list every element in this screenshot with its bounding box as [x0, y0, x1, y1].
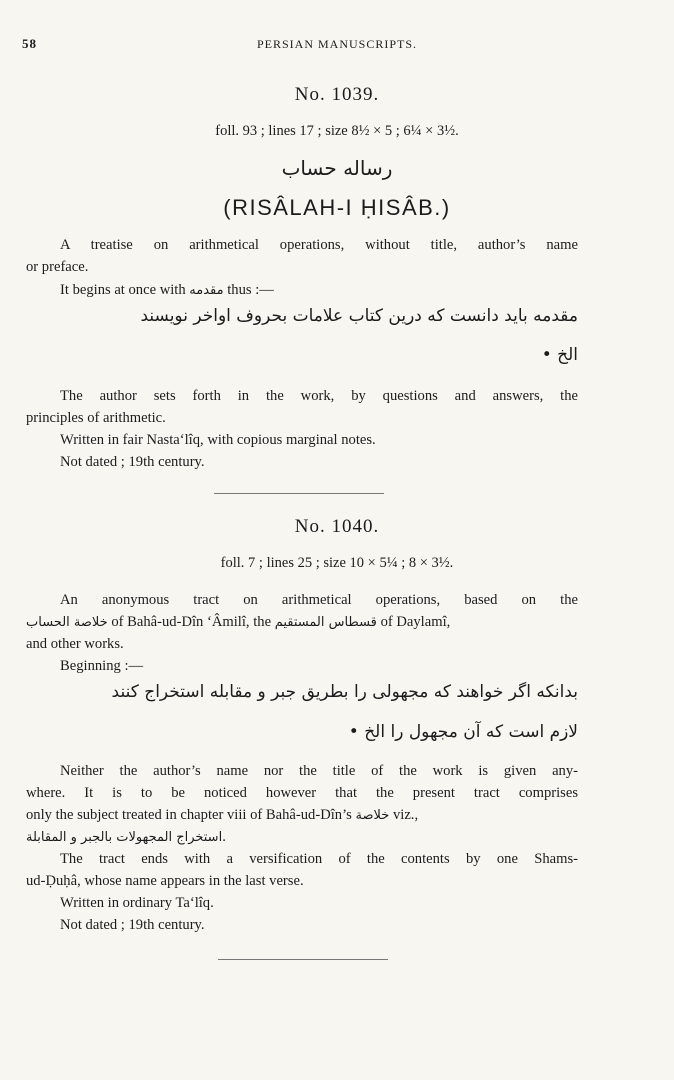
entry-1039-incipit-line2: الخ • — [541, 345, 578, 365]
chapter-title-persian: استخراج المجهولات بالجبر و المقابلة — [26, 830, 223, 845]
entry-1040-p3-line1: The tract ends with a versification of the contents by one Shams- — [60, 851, 578, 867]
entry-1039-latin-title: (RISÂLAH-I ḤISÂB.) — [223, 195, 451, 220]
begins-persian-word: مقدمه — [189, 283, 224, 298]
entry-1040-p1-line1: An anonymous tract on arithmetical operations, based on the — [60, 592, 578, 608]
page-header — [22, 36, 652, 54]
entry-1040-p2-line3 — [26, 804, 578, 827]
entry-1040-p2-line4: استخراج المجهولات بالجبر و المقابلة. — [26, 829, 226, 845]
entry-1039-p1-line1: A treatise on arithmetical operations, without title, author’s name — [60, 237, 578, 253]
entry-1040-incipit-line2: لازم است که آن مجهول را الخ • — [348, 722, 578, 742]
work-title-khulasat: خلاصة الحساب — [26, 615, 108, 630]
entry-number-1039: No. 1039. — [294, 84, 380, 105]
entry-1040-date-note: Not dated ; 19th century. — [60, 917, 205, 933]
entry-1039-p1-line2: or preface. — [26, 259, 89, 275]
entry-1039-collation: foll. 93 ; lines 17 ; size 8½ × 5 ; 6¼ × 3½. — [215, 123, 459, 139]
work-title-qistas: قسطاس المستقيم — [274, 615, 377, 630]
end-divider — [218, 959, 388, 960]
entry-1040-incipit-line1: بدانکه اگر خواهند که مجهولی را بطریق جبر و مقابله استخراج کنند — [111, 682, 578, 702]
begins-text-a: It begins at once with — [60, 282, 186, 298]
entry-1040-p3-line2: ud-Ḍuḥâ, whose name appears in the last verse. — [26, 873, 304, 889]
work-title-khulasa: خلاصة — [355, 808, 390, 823]
entry-1039-persian-title: رساله حساب — [281, 156, 393, 180]
entry-1039-incipit-line1: مقدمه باید دانست که درین کتاب علامات بحروف اواخر نویسند — [140, 306, 578, 326]
running-title: PERSIAN MANUSCRIPTS. — [256, 37, 418, 51]
entry-1040-beginning-label: Beginning :— — [60, 658, 144, 674]
entry-1040-collation: foll. 7 ; lines 25 ; size 10 × 5¼ ; 8 × 3½. — [220, 555, 454, 571]
entry-1040-p1-line2-b: of Daylamî, — [380, 614, 451, 630]
entry-1040-p1-line3: and other works. — [26, 636, 124, 652]
entry-1040-p2-line3-a: only the subject treated in chapter viii of Bahâ-ud-Dîn’s — [26, 807, 352, 823]
entry-1039-begins-line — [60, 279, 578, 302]
entry-1039-p2-line1: The author sets forth in the work, by questions and answers, the — [60, 388, 578, 404]
entry-1040-p1-line2-a: of Bahâ-ud-Dîn ‘Âmilî, the — [111, 614, 272, 630]
entry-1039-p2-line2: principles of arithmetic. — [26, 410, 166, 426]
section-divider — [214, 493, 384, 494]
entry-1040-p1-line2 — [26, 611, 578, 634]
entry-1040-p2-line1: Neither the author’s name nor the title of the work is given any- — [60, 763, 578, 779]
entry-1039-date-note: Not dated ; 19th century. — [60, 454, 205, 470]
page-number: 58 — [22, 36, 37, 51]
entry-1040-p2-line2: where. It is to be noticed however that the present tract comprises — [26, 785, 578, 801]
entry-1039-script-note: Written in fair Nasta‘lîq, with copious marginal notes. — [60, 432, 376, 448]
entry-number-1040: No. 1040. — [294, 516, 380, 537]
entry-1040-script-note: Written in ordinary Ta‘lîq. — [60, 895, 214, 911]
entry-1040-p2-line3-b: viz., — [392, 807, 419, 823]
begins-text-b: thus :— — [227, 282, 274, 298]
